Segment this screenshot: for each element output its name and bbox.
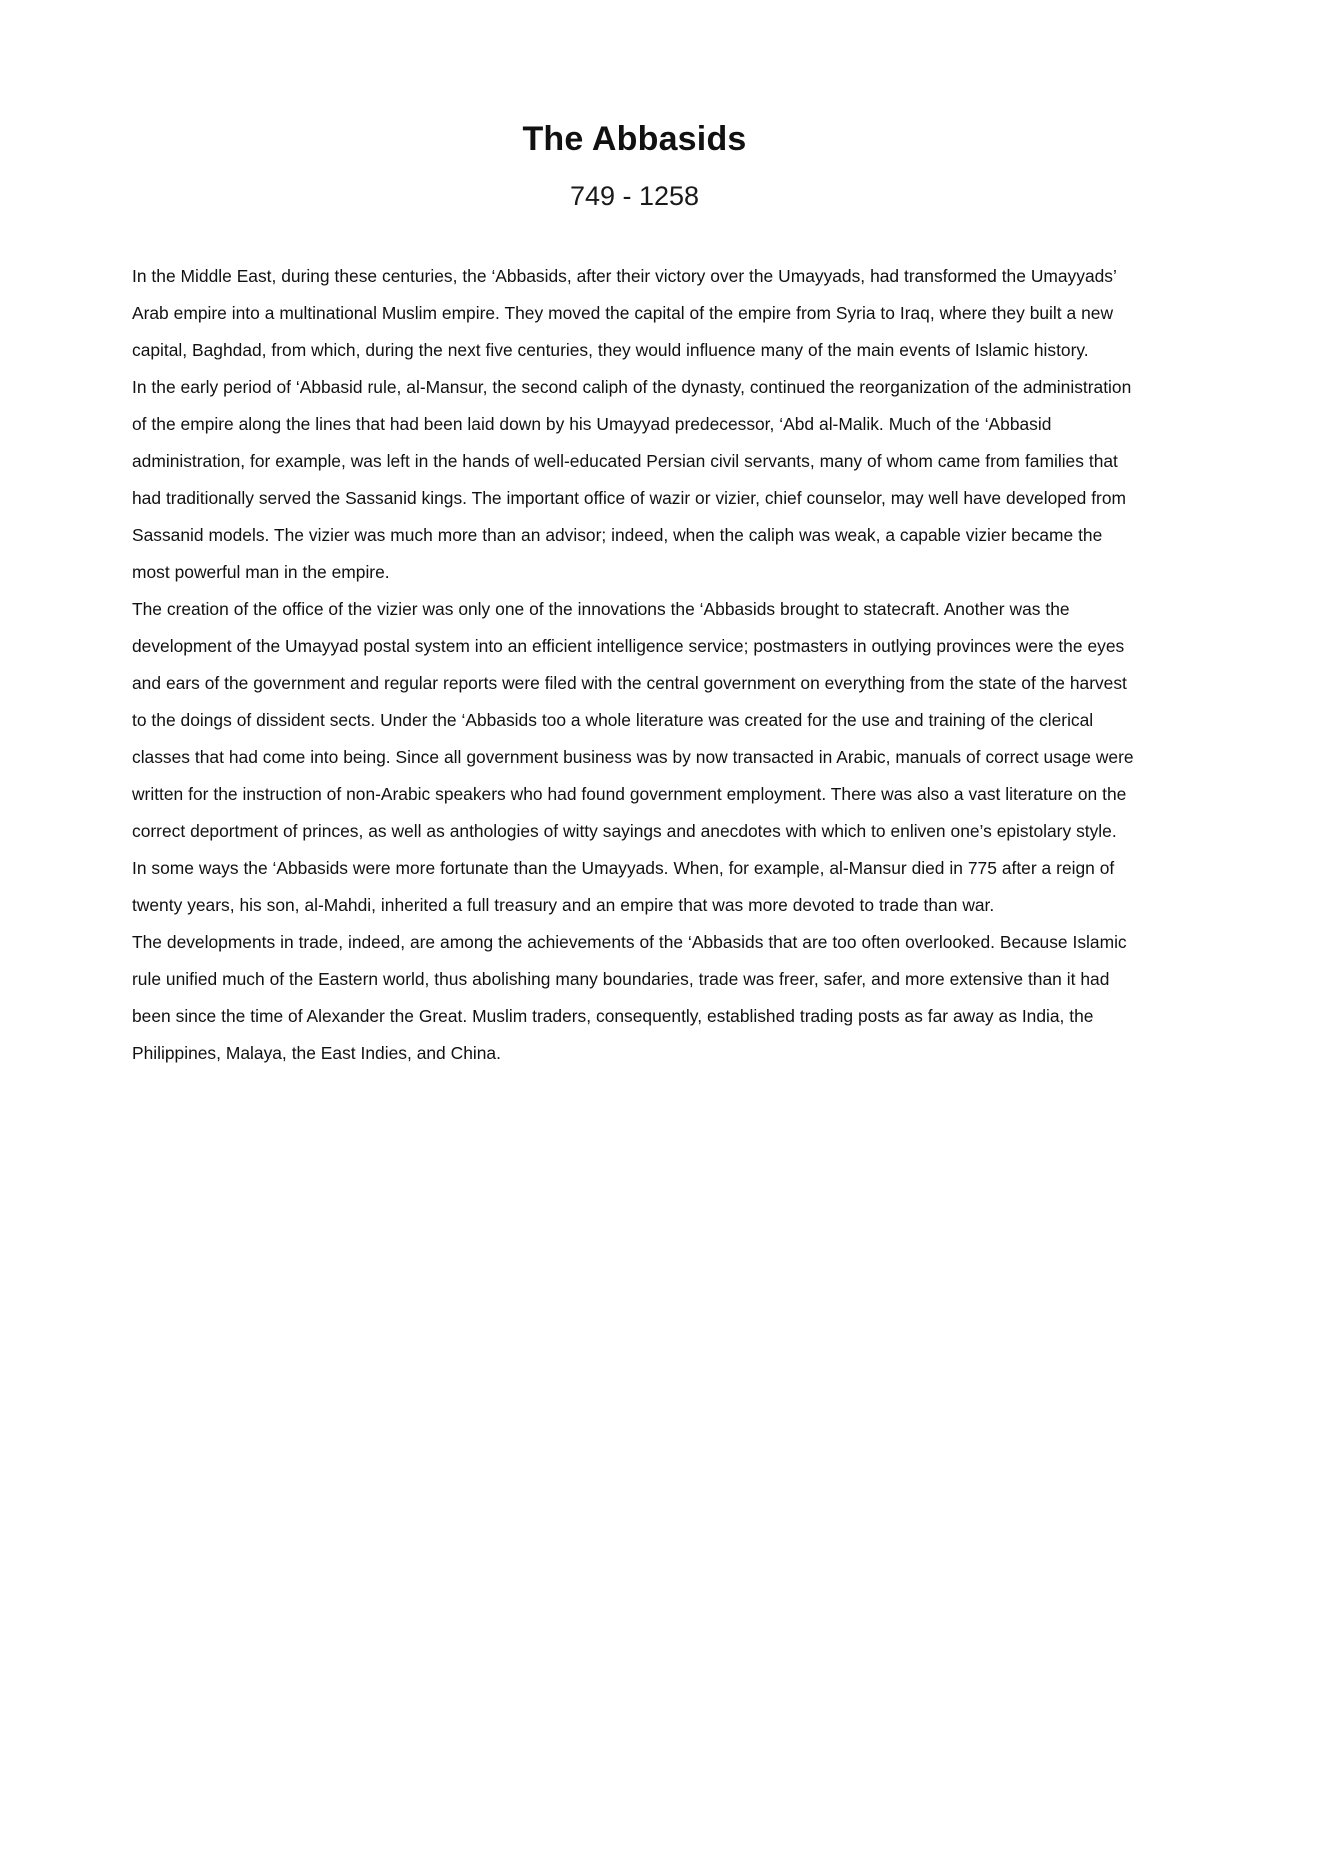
paragraph: The developments in trade, indeed, are among the achievements of the ‘Abbasids that are too often overlooked. Because Islamic rule unified much of the Eastern world, thus abolishing many boundaries, trade was freer, safer, and more extensive than it had been since the time of Alexander the Great. Muslim traders, consequently, established trading posts as far away as India, the Philippines, Malaya, the East Indies, and China.	[132, 931, 1127, 1063]
paragraph: The creation of the office of the vizier was only one of the innovations the ‘Abbasids brought to statecraft. Another was the development of the Umayyad postal system into an efficient intelligence service; postmasters in outlying provinces were the eyes and ears of the government and regular reports were filed with the central government on everything from the state of the harvest to the doings of dissident sects. Under the ‘Abbasids too a whole literature was created for the use and training of the clerical classes that had come into being. Since all government business was by now transacted in Arabic, manuals of correct usage were written for the instruction of non-Arabic speakers who had found government employment. There was also a vast literature on the correct deportment of princes, as well as anthologies of witty sayings and anecdotes with which to enliven one’s epistolary style.	[132, 598, 1134, 841]
page-title: The Abbasids	[522, 120, 747, 158]
paragraph: In the Middle East, during these centuries, the ‘Abbasids, after their victory over the Umayyads, had transformed the Umayyads’ Arab empire into a multinational Muslim empire. They moved the capital of the empire from Syria to Iraq, where they built a new capital, Baghdad, from which, during the next five centuries, they would influence many of the main events of Islamic history.	[132, 265, 1117, 360]
paragraph: In some ways the ‘Abbasids were more fortunate than the Umayyads. When, for example, al-Mansur died in 775 after a reign of twenty years, his son, al-Mahdi, inherited a full treasury and an empire that was more devoted to trade than war.	[132, 857, 1115, 915]
page-subtitle: 749 - 1258	[569, 180, 700, 211]
paragraph: In the early period of ‘Abbasid rule, al-Mansur, the second caliph of the dynasty, continued the reorganization of the administration of the empire along the lines that had been laid down by his Umayyad predecessor, ‘Abd al-Malik. Much of the ‘Abbasid administration, for example, was left in the hands of well-educated Persian civil servants, many of whom came from families that had traditionally served the Sassanid kings. The important office of wazir or vizier, chief counselor, may well have developed from Sassanid models. The vizier was much more than an advisor; indeed, when the caliph was weak, a capable vizier became the most powerful man in the empire.	[132, 376, 1132, 582]
article-text	[132, 258, 1137, 1072]
document-body	[132, 118, 1137, 1072]
